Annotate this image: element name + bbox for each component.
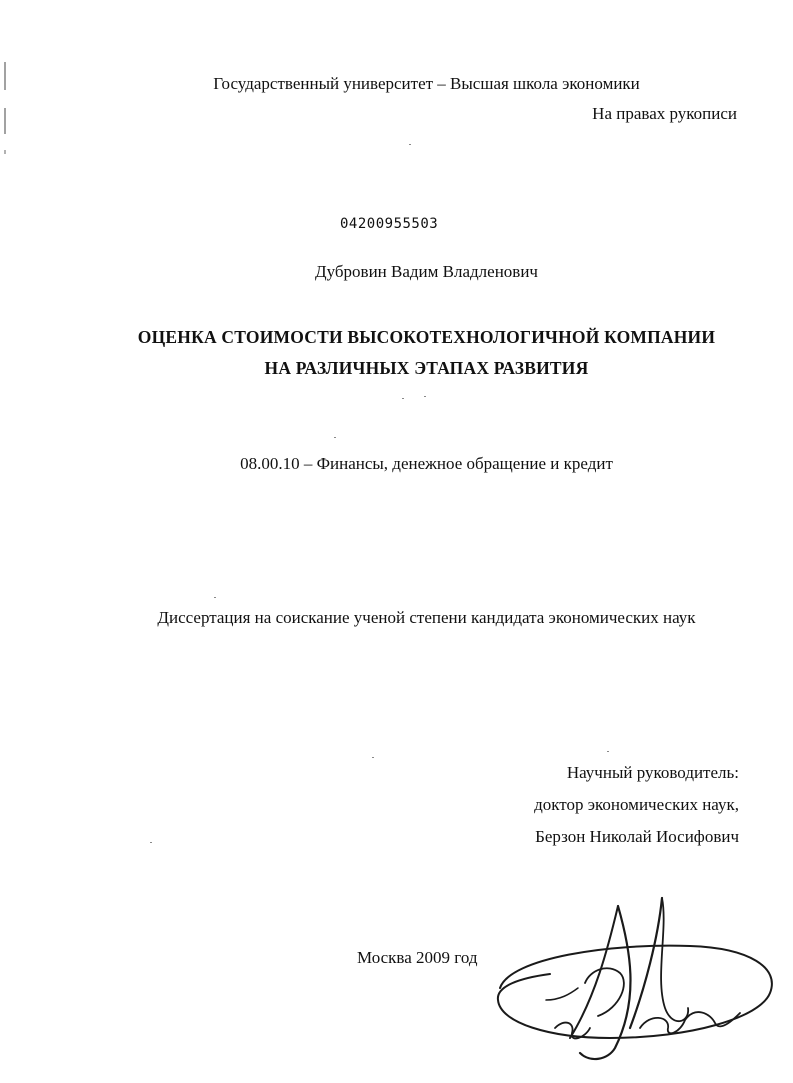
author-name: Дубровин Вадим Владленович xyxy=(315,262,538,281)
dissertation-title-line-1: ОЦЕНКА СТОИМОСТИ ВЫСОКОТЕХНОЛОГИЧНОЙ КОМПАНИИ xyxy=(137,327,716,347)
scan-speck xyxy=(214,597,216,598)
scan-speck xyxy=(402,398,404,399)
registry-number: 04200955503 xyxy=(340,216,439,232)
supervisor-name: Берзон Николай Иосифович xyxy=(535,827,739,846)
supervisor-degree: доктор экономических наук, xyxy=(534,795,739,814)
scan-speck xyxy=(334,437,336,438)
institution-name: Государственный университет – Высшая школа экономики xyxy=(213,74,640,93)
scan-speck xyxy=(409,144,411,145)
specialty-code: 08.00.10 – Финансы, денежное обращение и кредит xyxy=(240,454,613,473)
scan-speck xyxy=(150,842,152,843)
author-signature xyxy=(490,888,780,1073)
dissertation-type: Диссертация на соискание ученой степени кандидата экономических наук xyxy=(157,608,696,627)
scan-speck xyxy=(424,396,426,397)
scan-speck xyxy=(372,757,374,758)
city-year: Москва 2009 год xyxy=(357,948,478,967)
manuscript-note: На правах рукописи xyxy=(592,104,737,123)
supervisor-label: Научный руководитель: xyxy=(566,763,739,782)
scan-speck xyxy=(607,751,609,752)
dissertation-title-line-2: НА РАЗЛИЧНЫХ ЭТАПАХ РАЗВИТИЯ xyxy=(264,358,589,378)
